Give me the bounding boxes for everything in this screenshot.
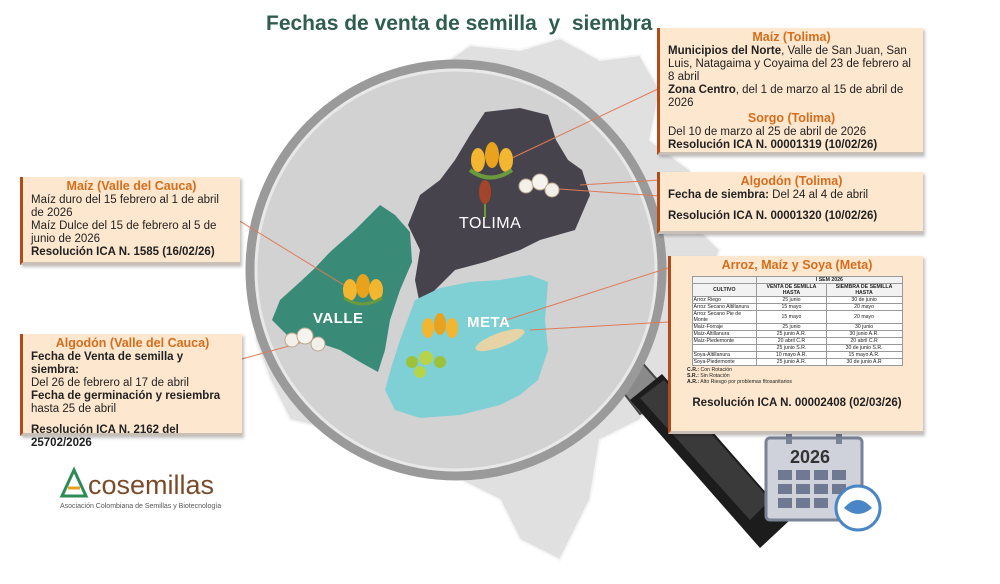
table-notes (687, 367, 915, 385)
acosemillas-logo (58, 470, 221, 510)
table-cell: Arroz Secano Pie de Monte (692, 311, 757, 324)
table-cell: 20 mayo (826, 304, 902, 311)
venta-label: Fecha de Venta de semilla y siembra: (31, 351, 184, 376)
centro-text (668, 84, 915, 110)
germinacion-dates: hasta 25 de abril (31, 403, 117, 415)
meta-card (668, 256, 923, 434)
table-cell: Soya-Altillanura (692, 352, 757, 359)
map-label-tolima: TOLIMA (459, 215, 522, 232)
note-code: S.R.: (687, 373, 699, 379)
note-text: Con Rotación (699, 367, 732, 373)
table-row (692, 352, 902, 359)
resolution-text: Resolución ICA N. 2162 del 25702/2026 (31, 424, 179, 449)
table-cell: 15 mayo (757, 311, 826, 324)
note-text: Sin Rotación (698, 373, 730, 379)
table-cell: Maíz-Piedemonte (692, 338, 757, 345)
semester-header: I SEM 2026 (757, 277, 902, 284)
resolution-text: Resolución ICA N. 1585 (16/02/26) (31, 246, 215, 258)
maiz-valle-card (20, 177, 240, 265)
table-header-row (692, 284, 902, 297)
table-cell: Soya-Piedemonte (692, 359, 757, 366)
table-cell: 25 junio A.R. (757, 359, 826, 366)
table-cell: 30 de junio (826, 297, 902, 304)
maiz-dulce-text: Maíz Dulce del 15 de febrero al 5 de junio de 2026 (31, 220, 217, 245)
table-header-cell: CULTIVO (692, 284, 757, 297)
table-cell: 15 mayo (757, 304, 826, 311)
table-cell: 25 junio (757, 297, 826, 304)
siembra-dates: Del 24 al 4 de abril (768, 189, 869, 201)
table-cell: 25 junio S.R. (757, 345, 826, 352)
venta-dates: Del 26 de febrero al 17 de abril (31, 377, 189, 389)
map-label-valle: VALLE (313, 310, 364, 327)
table-cell: 10 mayo A.R. (757, 352, 826, 359)
norte-dates: , Valle de San Juan, San Luis, Natagaima y Coyaima del 23 de febrero al 8 abril (668, 45, 911, 83)
page-title: Fechas de venta de semilla y siembra (266, 12, 653, 35)
card-heading: Algodón (Valle del Cauca) (55, 336, 210, 350)
logo-name: cosemillas (88, 470, 215, 500)
note-line (687, 379, 915, 385)
centro-label: Zona Centro (668, 84, 736, 96)
table-cell: 25 junio (757, 324, 826, 331)
table-cell: 30 junio A.R. (826, 331, 902, 338)
table-cell: Arroz Secano Altillanura (692, 304, 757, 311)
table-cell: Maíz-Forraje (692, 324, 757, 331)
table-row (692, 345, 902, 352)
note-code: C.R.: (687, 367, 700, 373)
resolution-text: Resolución ICA N. 00002408 (02/03/26) (692, 397, 902, 409)
card-heading: Algodón (Tolima) (740, 174, 843, 188)
card-heading: Maíz (Valle del Cauca) (66, 179, 197, 193)
table-row (692, 297, 902, 304)
germinacion-label: Fecha de germinación y resiembra (31, 390, 221, 402)
table-cell: 30 junio (826, 324, 902, 331)
algodon-tolima-card (657, 172, 923, 234)
table-body (692, 297, 902, 366)
table-row (692, 359, 902, 366)
map-label-meta: META (467, 314, 511, 331)
table-cell: Maíz-Altillanura (692, 331, 757, 338)
table-cell: 30 de junio S.R. (826, 345, 902, 352)
table-row (692, 311, 902, 324)
table-header-cell: VENTA DE SEMILLA HASTA (757, 284, 826, 297)
siembra-label: Fecha de siembra: (668, 189, 769, 201)
centro-dates: , del 1 de marzo al 15 de abril de 2026 (668, 84, 904, 109)
table-cell (692, 345, 757, 352)
card-heading: Maíz (Tolima) (752, 30, 831, 44)
table-cell: 25 junio A.R. (757, 331, 826, 338)
table-row (692, 338, 902, 345)
note-text: Alto Riesgo por problemas fitosanitarios (699, 379, 792, 385)
logo-subtitle: Asociación Colombiana de Semillas y Biotecnología (60, 503, 222, 510)
ica-schedule-table (692, 276, 903, 366)
table-cell: 20 abril C.R (757, 338, 826, 345)
norte-label: Municipios del Norte (668, 45, 782, 57)
table-header-cell: SIEMBRA DE SEMILLA HASTA (826, 284, 902, 297)
emblem-icon (836, 486, 880, 530)
sorgo-dates: Del 10 de marzo al 25 de abril de 2026 (668, 126, 867, 138)
maiz-tolima-card (657, 28, 923, 155)
table-cell: 30 de junio A.R (826, 359, 902, 366)
resolution-text: Resolución ICA N. 00001319 (10/02/26) (668, 139, 878, 151)
norte-text (668, 45, 915, 84)
sorgo-heading: Sorgo (Tolima) (747, 111, 836, 125)
table-cell: Arroz Riego (692, 297, 757, 304)
table-row (692, 324, 902, 331)
note-code: A.R.: (687, 379, 700, 385)
table-cell: 20 abril C.R (826, 338, 902, 345)
table-cell: 15 mayo A.R. (826, 352, 902, 359)
table-row (692, 331, 902, 338)
table-row (692, 304, 902, 311)
calendar-year: 2026 (790, 447, 831, 467)
siembra-text (668, 189, 915, 202)
algodon-valle-card (20, 334, 242, 449)
resolution-text: Resolución ICA N. 00001320 (10/02/26) (668, 210, 878, 222)
maiz-duro-text: Maíz duro del 15 febrero al 1 de abril de 2026 (31, 194, 219, 219)
card-heading: Arroz, Maíz y Soya (Meta) (721, 258, 873, 272)
table-cell: 20 mayo (826, 311, 902, 324)
